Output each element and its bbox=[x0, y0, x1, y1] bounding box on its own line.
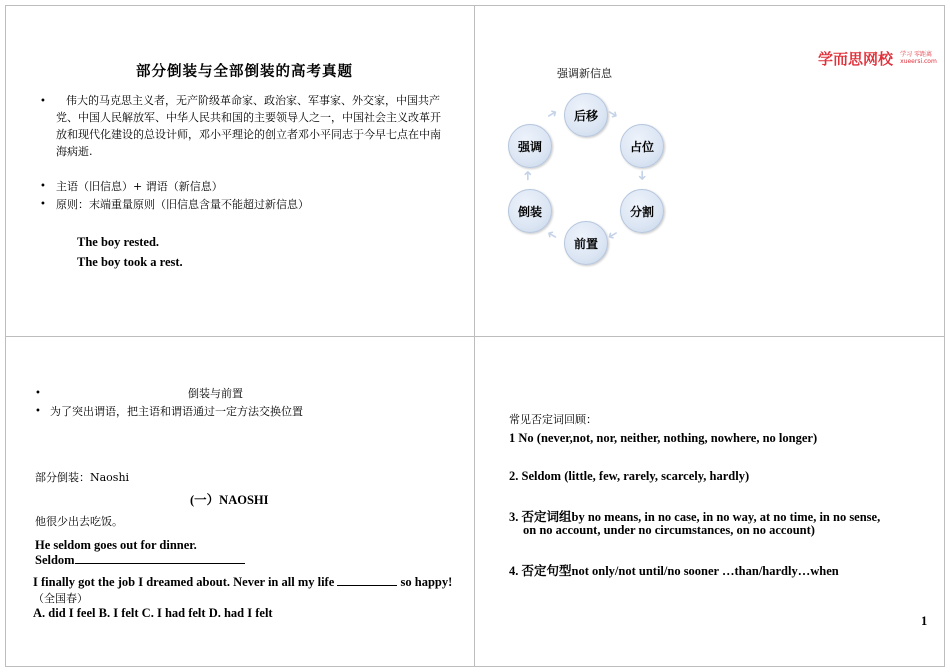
cycle-node-left-bottom: 倒装 bbox=[508, 189, 552, 233]
negative-item-3b: on no account, under no circumstances, on no account) bbox=[523, 523, 815, 537]
slide1-title: 部分倒装与全部倒装的高考真题 bbox=[136, 63, 353, 80]
slide2-label: 强调新信息 bbox=[557, 67, 612, 80]
cycle-arrow-icon: ➜ bbox=[543, 105, 561, 124]
slide3-bullet-2: 为了突出谓语，把主语和谓语通过一定方法交换位置 bbox=[50, 405, 303, 418]
chinese-sentence: 他很少出去吃饭。 bbox=[35, 515, 123, 528]
question-source: （全国春） bbox=[33, 592, 88, 605]
fill-in-seldom bbox=[35, 553, 245, 568]
negative-item-2: 2. Seldom (little, few, rarely, scarcely, hardly) bbox=[509, 469, 750, 483]
bullet-dot: • bbox=[35, 406, 41, 417]
negative-item-4: 4. 否定句型not only/not until/no sooner …than/hardly…when bbox=[509, 564, 839, 578]
cycle-node-right-top: 占位 bbox=[620, 124, 664, 168]
question-1-part-b: so happy! bbox=[400, 575, 453, 589]
logo-main-text: 学而思网校 bbox=[818, 50, 894, 68]
blank-line bbox=[337, 575, 397, 586]
cycle-arrow-icon: ➜ bbox=[633, 170, 649, 181]
cycle-arrow-icon: ➜ bbox=[603, 105, 621, 124]
logo-sub-text-1: 学习 零距离 bbox=[900, 51, 933, 58]
cycle-node-right-bottom: 分割 bbox=[620, 189, 664, 233]
logo-sub-text-2: xueersi.com bbox=[900, 58, 937, 65]
slide1-bullet-2: 主语（旧信息）+ 谓语（新信息） bbox=[56, 180, 223, 193]
slide1-bullet-3: 原则：末端重量原则（旧信息含量不能超过新信息） bbox=[56, 198, 309, 211]
example-sentence-2: The boy took a rest. bbox=[77, 255, 183, 269]
brand-logo bbox=[818, 48, 937, 69]
cycle-arrow-icon: ➜ bbox=[520, 170, 536, 181]
partial-inversion-label: 部分倒装：Naoshi bbox=[35, 471, 130, 484]
page-number: 1 bbox=[921, 614, 928, 628]
question-1-part-a: I finally got the job I dreamed about. Never in all my life bbox=[33, 575, 335, 589]
example-sentence-1: The boy rested. bbox=[77, 235, 160, 249]
answer-options: A. did I feel B. I felt C. I had felt D. had I felt bbox=[33, 606, 273, 620]
negative-item-1: 1 No (never,not, nor, neither, nothing, nowhere, no longer) bbox=[509, 431, 818, 445]
negative-item-3a: 3. 否定词组by no means, in no case, in no way, at no time, in no sense, bbox=[509, 510, 881, 524]
cycle-arrow-icon: ➜ bbox=[603, 225, 621, 244]
bullet-dot: • bbox=[40, 199, 46, 210]
slide3-heading: 倒装与前置 bbox=[188, 387, 243, 400]
bullet-dot: • bbox=[40, 96, 46, 107]
bullet-dot: • bbox=[35, 388, 41, 399]
cycle-node-bottom: 前置 bbox=[564, 221, 608, 265]
blank-line bbox=[75, 553, 245, 564]
english-sentence: He seldom goes out for dinner. bbox=[35, 538, 197, 552]
bullet-dot: • bbox=[40, 181, 46, 192]
cycle-arrow-icon: ➜ bbox=[543, 225, 561, 244]
seldom-word: Seldom bbox=[35, 553, 75, 567]
slide4-heading: 常见否定词回顾： bbox=[509, 413, 597, 426]
slide1-paragraph: 伟大的马克思主义者，无产阶级革命家、政治家、军事家、外交家，中国共产党、中国人民解放军、中华人民共和国的主要领导人之一，中国社会主义改革开放和现代化建设的总设计师，邓小平理论的创立者邓小平同志于今早七点在中南海病逝. bbox=[56, 94, 441, 158]
question-1 bbox=[33, 575, 452, 590]
cycle-node-top: 后移 bbox=[564, 93, 608, 137]
section-heading: (一）NAOSHI bbox=[190, 493, 269, 507]
cycle-node-left-top: 强调 bbox=[508, 124, 552, 168]
horizontal-divider bbox=[5, 336, 945, 337]
